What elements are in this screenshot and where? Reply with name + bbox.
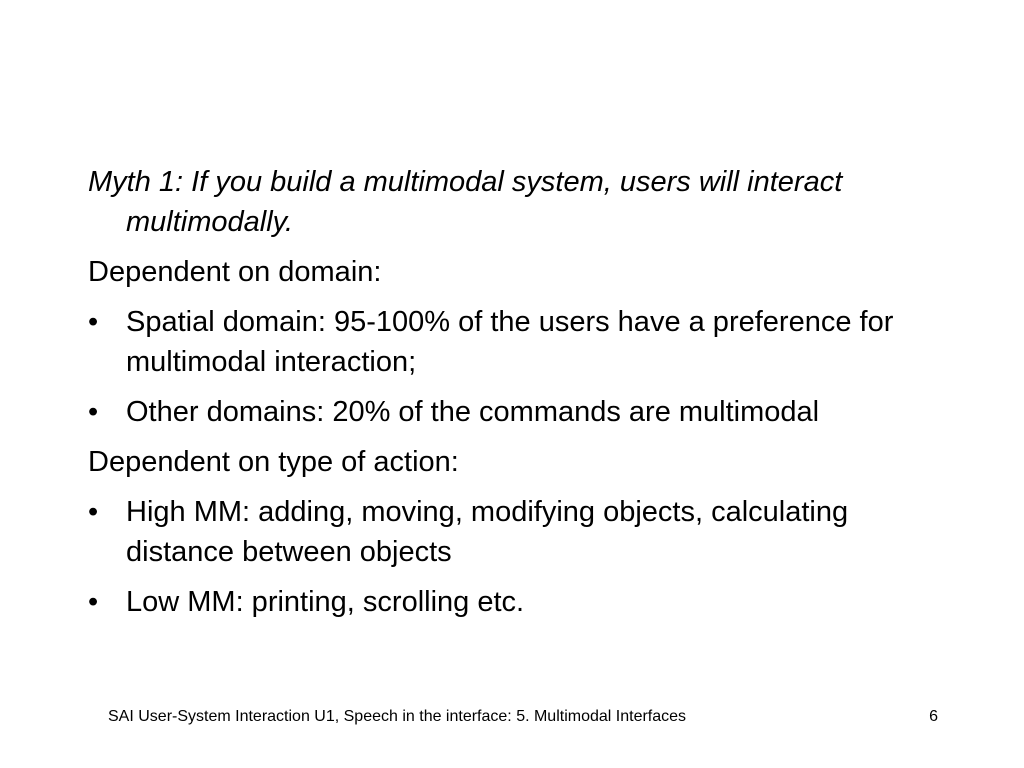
bullet-text: Spatial domain: 95-100% of the users have a preference for multimodal interaction;: [126, 306, 894, 378]
bullet-text: Other domains: 20% of the commands are multimodal: [126, 396, 820, 428]
bullet-text: High MM: adding, moving, modifying objects, calculating distance between objects: [126, 496, 849, 568]
bullet-text: Low MM: printing, scrolling etc.: [126, 586, 525, 618]
bullet-icon: •: [88, 496, 99, 528]
bullet-high-mm: [88, 492, 948, 572]
footer-course-title: SAI User-System Interaction U1, Speech in the interface: 5. Multimodal Interfaces: [108, 708, 687, 725]
bullet-spatial-domain: [88, 302, 948, 382]
slide-body: [88, 162, 948, 632]
page-number: 6: [929, 708, 938, 725]
bullet-icon: •: [88, 306, 99, 338]
bullet-other-domains: [88, 392, 948, 432]
bullet-icon: •: [88, 396, 99, 428]
bullet-low-mm: [88, 582, 948, 622]
section-heading-domain: Dependent on domain:: [88, 256, 382, 288]
bullet-icon: •: [88, 586, 99, 618]
section-heading-action: Dependent on type of action:: [88, 446, 459, 478]
myth-statement: Myth 1: If you build a multimodal system, users will interact multimodally.: [88, 166, 843, 238]
